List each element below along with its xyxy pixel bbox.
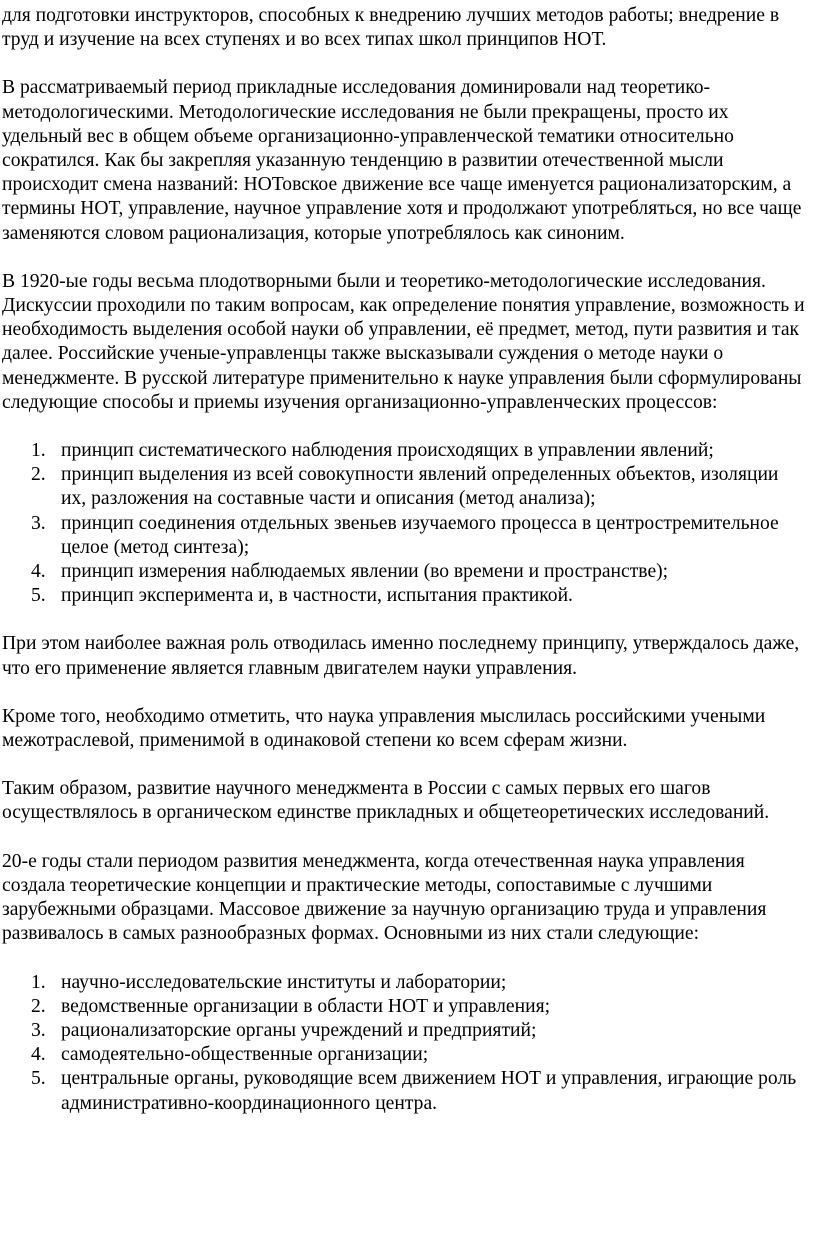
list-item-text: принцип эксперимента и, в частности, испытания практикой. <box>61 585 573 607</box>
list-number: 2. <box>31 464 46 486</box>
paragraph-1920s-methodology: В 1920-ые годы весьма плодотворными были и теоретико-методологические исследования. Дискуссии проходили по таким вопросам, как определение понятия управление, возможность и необходимость выделения особой науки об управлении, её предмет, метод, пути развития и так далее. Российские ученые-управленцы также высказывали суждения о методе науки о менеджменте. В русской литературе применительно к науке управления были сформулированы следующие способы и приемы изучения организационно-управленческих процессов: <box>2 270 805 413</box>
principles-list <box>2 439 808 608</box>
paragraph-intro-continuation: для подготовки инструкторов, способных к внедрению лучших методов работы; внедрение в труд и изучение на всех ступенях и во всех типах школ принципов НОТ. <box>2 5 780 51</box>
paragraph-interdisciplinary: Кроме того, необходимо отметить, что наука управления мыслилась российскими учеными межотраслевой, применимой в одинаковой степени ко всем сферам жизни. <box>2 705 766 752</box>
list-item-text: ведомственные организации в области НОТ и управления; <box>61 995 551 1017</box>
list-item <box>2 971 808 995</box>
list-item <box>2 1019 808 1043</box>
list-item <box>2 439 808 463</box>
list-number: 2. <box>31 995 46 1017</box>
forms-list <box>2 971 808 1116</box>
list-item <box>2 560 808 584</box>
paragraph-1920s-development: 20-е годы стали периодом развития менеджмента, когда отечественная наука управления создала теоретические концепции и практические методы, сопоставимые с лучшими зарубежными образцами. Массовое движение за научную организацию труда и управления развивалось в самых разнообразных формах. Основными из них стали следующие: <box>2 850 767 945</box>
list-item-text: принцип систематического наблюдения происходящих в управлении явлений; <box>61 440 714 462</box>
list-item <box>2 1067 808 1115</box>
list-item-text: научно-исследовательские институты и лаборатории; <box>61 971 507 993</box>
list-number: 3. <box>31 512 46 534</box>
list-number: 1. <box>31 440 46 462</box>
list-item-text: самодеятельно-общественные организации; <box>61 1044 429 1066</box>
list-item <box>2 584 808 608</box>
paragraph-last-principle: При этом наиболее важная роль отводилась именно последнему принципу, утверждалось даже, что его применение является главным двигателем науки управления. <box>2 633 800 679</box>
list-number: 5. <box>31 585 46 607</box>
list-item-text: принцип измерения наблюдаемых явлении (во времени и пространстве); <box>61 561 669 583</box>
list-number: 1. <box>31 971 46 993</box>
list-number: 4. <box>31 1044 46 1066</box>
list-item-text: принцип соединения отдельных звеньев изучаемого процесса в центростремительное целое (метод синтеза); <box>61 512 779 558</box>
paragraph-conclusion: Таким образом, развитие научного менеджмента в России с самых первых его шагов осуществлялось в органическом единстве прикладных и общетеоретических исследований. <box>2 778 770 824</box>
list-item-text: принцип выделения из всей совокупности явлений определенных объектов, изоляции их, разложения на составные части и описания (метод анализа); <box>61 464 779 510</box>
paragraph-applied-research: В рассматриваемый период прикладные исследования доминировали над теоретико-методологическими. Методологические исследования не были прекращены, просто их удельный вес в общем объеме организационно-управленческой тематики относительно сократился. Как бы закрепляя указанную тенденцию в развитии отечественной мысли происходит смена названий: НОТовское движение все чаще именуется рационализаторским, а термины НОТ, управление, научное управление хотя и продолжают употребляться, но все чаще заменяются словом рационализация, которые употреблялось как синоним. <box>2 77 802 244</box>
list-item-text: центральные органы, руководящие всем движением НОТ и управления, играющие роль административно-координационного центра. <box>61 1068 797 1114</box>
list-item <box>2 1043 808 1067</box>
list-number: 3. <box>31 1019 46 1041</box>
list-number: 5. <box>31 1068 46 1090</box>
list-item <box>2 995 808 1019</box>
list-item <box>2 512 808 560</box>
list-item <box>2 463 808 511</box>
list-item-text: рационализаторские органы учреждений и предприятий; <box>61 1019 537 1041</box>
list-number: 4. <box>31 561 46 583</box>
